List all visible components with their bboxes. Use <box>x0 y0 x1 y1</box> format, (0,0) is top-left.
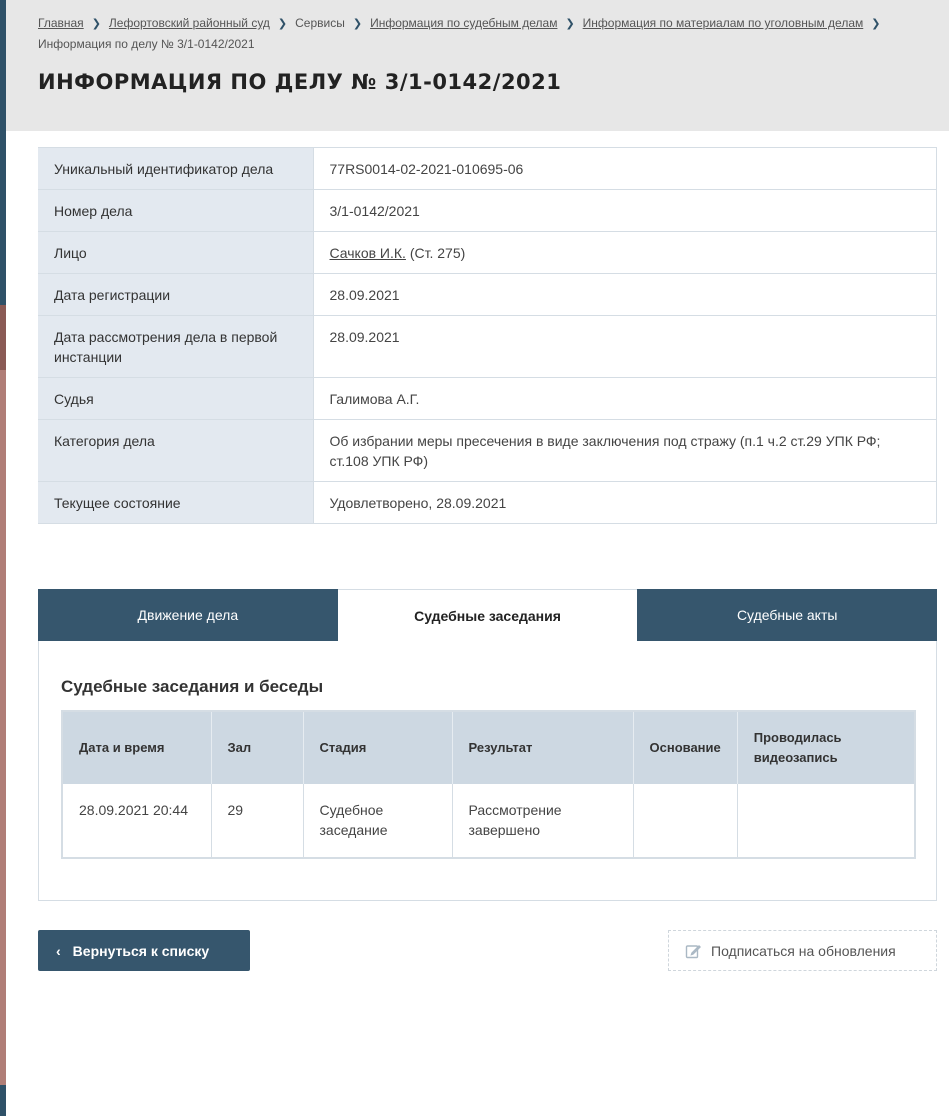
tab-court-sessions[interactable]: Судебные заседания <box>338 589 638 641</box>
number-value: 3/1-0142/2021 <box>313 190 937 232</box>
left-edge-strip <box>0 0 6 1116</box>
column-header-hall: Зал <box>211 711 303 784</box>
case-info-table <box>38 147 937 524</box>
subscribe-button[interactable] <box>668 930 937 971</box>
status-value: Удовлетворено, 28.09.2021 <box>313 482 937 524</box>
tab-case-movement[interactable]: Движение дела <box>38 589 338 641</box>
uid-label: Уникальный идентификатор дела <box>38 148 313 190</box>
chevron-right-icon: ❯ <box>352 18 363 30</box>
cell-video <box>737 784 915 858</box>
breadcrumb-link-home[interactable]: Главная <box>38 16 84 30</box>
number-label: Номер дела <box>38 190 313 232</box>
breadcrumb-link-cases[interactable]: Информация по судебным делам <box>370 16 558 30</box>
sessions-table <box>61 710 916 859</box>
breadcrumb-link-court[interactable]: Лефортовский районный суд <box>108 16 270 30</box>
chevron-left-icon: ‹ <box>56 942 61 959</box>
uid-value: 77RS0014-02-2021-010695-06 <box>313 148 937 190</box>
column-header-video: Проводилась видеозапись <box>737 711 915 784</box>
table-row <box>38 274 937 316</box>
table-row <box>62 784 915 858</box>
reg-date-value: 28.09.2021 <box>313 274 937 316</box>
person-link[interactable]: Сачков И.К. <box>329 245 406 261</box>
tab-panel-sessions <box>38 641 937 901</box>
chevron-right-icon: ❯ <box>277 18 288 30</box>
table-row <box>38 148 937 190</box>
person-value <box>313 232 937 274</box>
category-label: Категория дела <box>38 420 313 482</box>
category-value: Об избрании меры пресечения в виде заключения под стражу (п.1 ч.2 ст.29 УПК РФ; ст.108 УПК РФ) <box>313 420 937 482</box>
tab-court-acts[interactable]: Судебные акты <box>637 589 937 641</box>
chevron-right-icon: ❯ <box>565 18 575 30</box>
table-row <box>38 190 937 232</box>
table-row <box>38 378 937 420</box>
table-header-row <box>62 711 915 784</box>
judge-value: Галимова А.Г. <box>313 378 937 420</box>
edit-icon <box>685 943 701 959</box>
first-instance-label: Дата рассмотрения дела в первой инстанции <box>38 316 313 378</box>
table-row <box>38 420 937 482</box>
table-row <box>38 316 937 378</box>
breadcrumb <box>38 13 918 54</box>
breadcrumb-item-services: Сервисы <box>295 16 345 30</box>
column-header-stage: Стадия <box>303 711 452 784</box>
back-button-label: Вернуться к списку <box>72 942 210 959</box>
column-header-basis: Основание <box>633 711 737 784</box>
cell-datetime: 28.09.2021 20:44 <box>62 784 211 858</box>
cell-stage: Судебное заседание <box>303 784 452 858</box>
cell-basis <box>633 784 737 858</box>
sessions-heading: Судебные заседания и беседы <box>61 677 324 696</box>
status-label: Текущее состояние <box>38 482 313 524</box>
cell-hall: 29 <box>211 784 303 858</box>
judge-label: Судья <box>38 378 313 420</box>
first-instance-value: 28.09.2021 <box>313 316 937 378</box>
table-row <box>38 232 937 274</box>
subscribe-button-label: Подписаться на обновления <box>711 942 896 959</box>
case-tabs <box>38 589 937 641</box>
chevron-right-icon: ❯ <box>91 18 101 30</box>
reg-date-label: Дата регистрации <box>38 274 313 316</box>
person-article: (Ст. 275) <box>409 245 466 261</box>
breadcrumb-link-criminal[interactable]: Информация по материалам по уголовным делам <box>582 16 864 30</box>
column-header-result: Результат <box>452 711 633 784</box>
column-header-datetime: Дата и время <box>62 711 211 784</box>
back-to-list-button[interactable] <box>38 930 250 971</box>
cell-result: Рассмотрение завершено <box>452 784 633 858</box>
chevron-right-icon: ❯ <box>871 18 881 30</box>
page-header <box>6 0 949 131</box>
table-row <box>38 482 937 524</box>
person-label: Лицо <box>38 232 313 274</box>
page-title: ИНФОРМАЦИЯ ПО ДЕЛУ № 3/1-0142/2021 <box>38 70 562 94</box>
breadcrumb-current: Информация по делу № 3/1-0142/2021 <box>38 37 255 51</box>
